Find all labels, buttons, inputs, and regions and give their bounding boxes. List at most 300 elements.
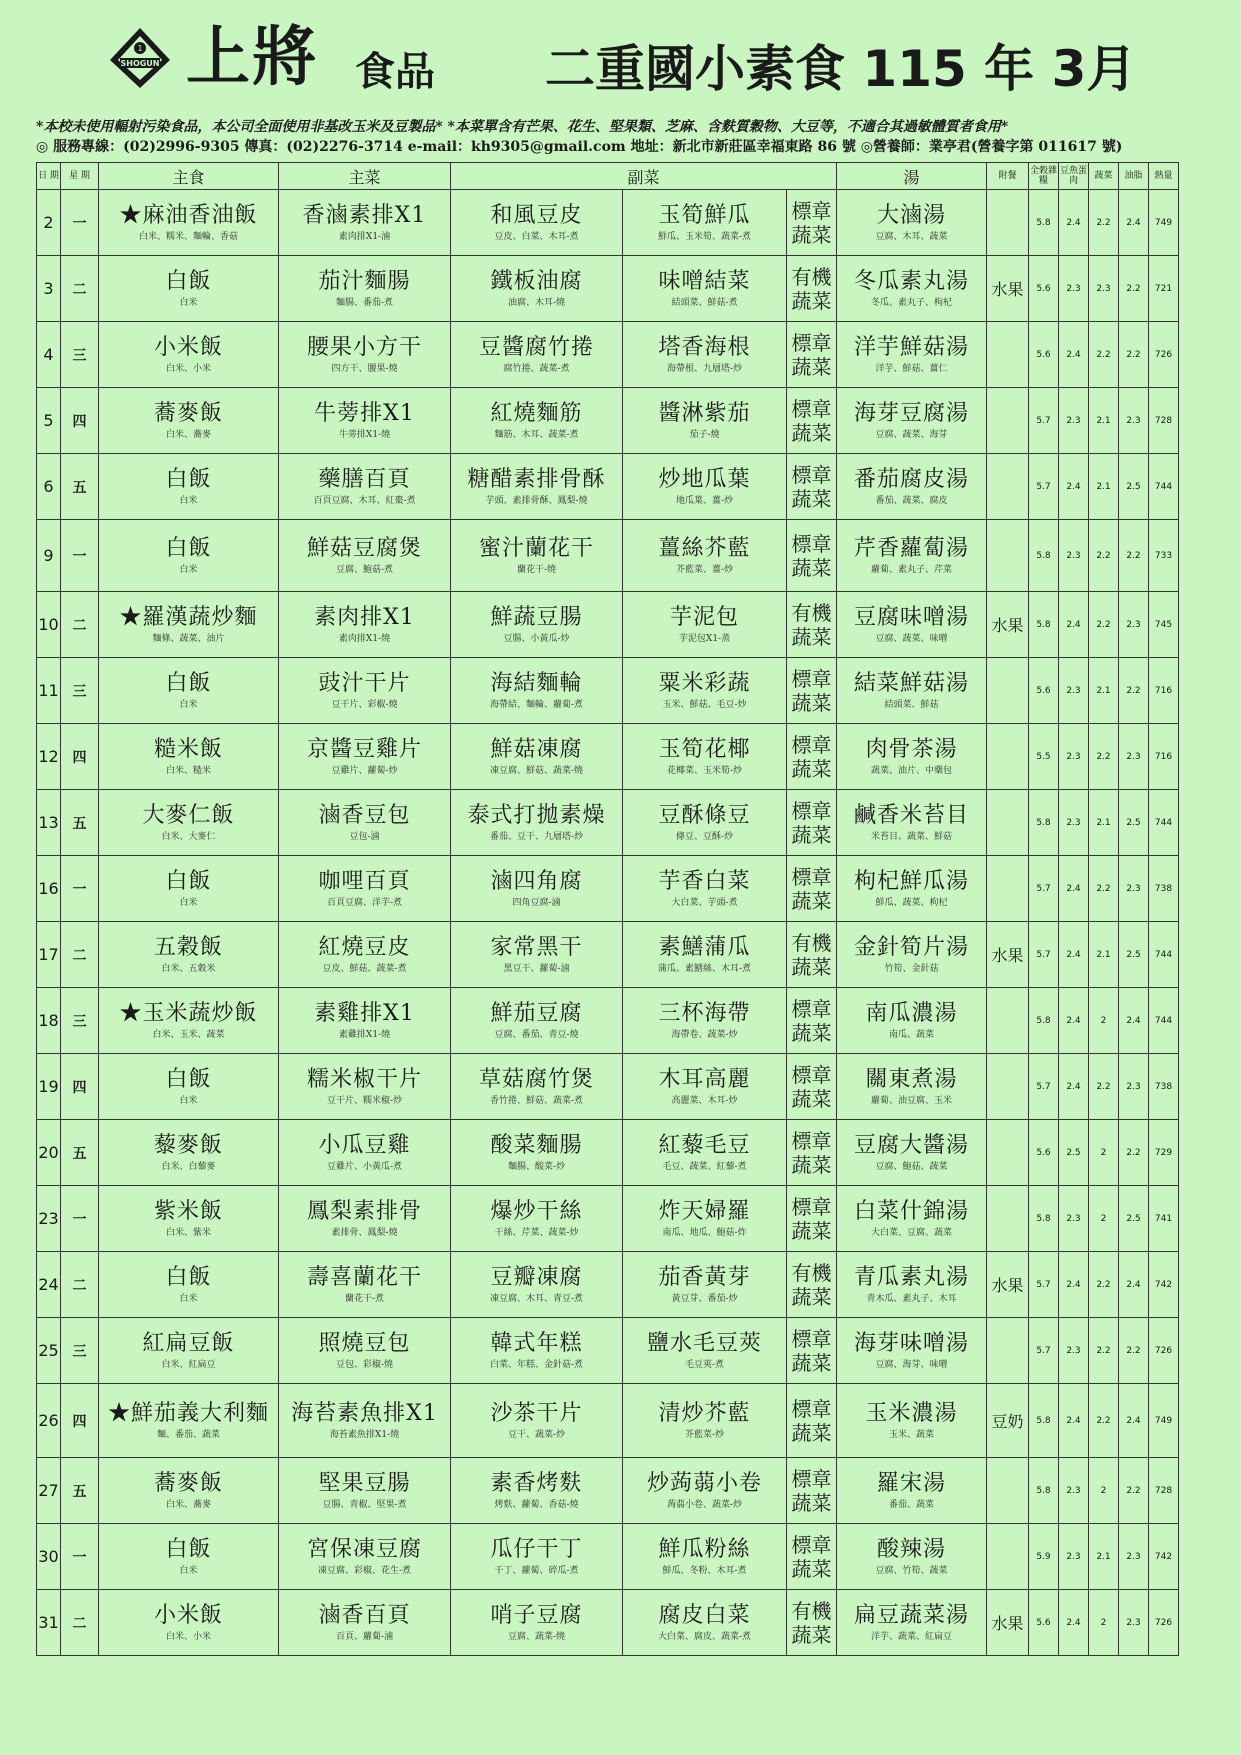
staple-dish: 紅扁豆飯	[142, 1330, 235, 1356]
nutrition-n4	[1119, 322, 1149, 388]
veg-cell	[787, 1318, 837, 1384]
side-dish-1-ingredients: 四角豆腐-滷	[512, 897, 561, 908]
nutrition-n4	[1119, 592, 1149, 658]
header-row	[37, 163, 1179, 190]
date: 10	[38, 615, 59, 634]
main-dish-ingredients: 素肉排X1-滷	[338, 231, 391, 242]
nutrition-kcal	[1149, 256, 1179, 322]
staple-dish: 蕎麥飯	[153, 400, 223, 426]
nutrition-value: 2.2	[1096, 883, 1111, 894]
weekday: 二	[72, 947, 87, 964]
nutrition-n4	[1119, 454, 1149, 520]
side-dish-1: 泰式打拋素燥	[467, 802, 606, 828]
staple-cell	[99, 322, 279, 388]
menu-row	[37, 520, 1179, 592]
side-dish-1-ingredients: 豆腐、蔬菜-燒	[507, 1631, 566, 1642]
soup-dish: 白菜什錦湯	[853, 1198, 969, 1224]
veg-cell	[787, 1524, 837, 1590]
staple-cell	[99, 454, 279, 520]
weekday: 三	[72, 683, 87, 700]
nutrition-n2	[1059, 520, 1089, 592]
side-dish-1: 素香烤麩	[490, 1470, 583, 1496]
side-dish-1: 紅燒麵筋	[490, 400, 583, 426]
extra-cell	[987, 1252, 1029, 1318]
soup-dish: 青瓜素丸湯	[853, 1264, 969, 1290]
side2-cell	[623, 1590, 787, 1656]
main-dish: 照燒豆包	[318, 1330, 411, 1356]
nutrition-value: 2.3	[1126, 1081, 1141, 1092]
soup-dish: 豆腐大醬湯	[853, 1132, 969, 1158]
soup-cell	[837, 724, 987, 790]
menu-row	[37, 658, 1179, 724]
soup-dish-ingredients: 番茄、蔬菜	[888, 1499, 934, 1510]
staple-dish: 白飯	[165, 535, 212, 561]
nutrition-n3	[1089, 322, 1119, 388]
main-dish: 茄汁麵腸	[318, 268, 411, 294]
weekday: 四	[72, 749, 87, 766]
staple-dish-ingredients: 白米	[179, 897, 198, 908]
nutrition-value: 2.2	[1096, 1279, 1111, 1290]
extra-item: 水果	[991, 946, 1024, 965]
nutrition-kcal	[1149, 724, 1179, 790]
nutrition-value: 2.4	[1126, 1015, 1141, 1026]
side-dish-1: 鮮菇凍腐	[490, 736, 583, 762]
side1-cell	[451, 1590, 623, 1656]
soup-dish: 洋芋鮮菇湯	[853, 334, 969, 360]
nutrition-value: 2.4	[1066, 1015, 1081, 1026]
nutrition-value: 745	[1154, 619, 1173, 630]
side-dish-1: 滷四角腐	[490, 868, 583, 894]
nutrition-n4	[1119, 1590, 1149, 1656]
soup-dish: 扁豆蔬菜湯	[853, 1602, 969, 1628]
weekday: 五	[72, 1483, 87, 1500]
nutrition-value: 5.6	[1036, 349, 1051, 360]
side-dish-1: 韓式年糕	[490, 1330, 583, 1356]
soup-dish-ingredients: 大白菜、豆腐、蔬菜	[870, 1227, 952, 1238]
nutrition-n4	[1119, 520, 1149, 592]
nutrition-value: 2.2	[1096, 217, 1111, 228]
main-dish-ingredients: 素排骨、鳳梨-燒	[331, 1227, 398, 1238]
nutrition-n3	[1089, 856, 1119, 922]
nutrition-n4	[1119, 1186, 1149, 1252]
nutrition-n1	[1029, 1590, 1059, 1656]
soup-dish: 羅宋湯	[876, 1470, 946, 1496]
nutrition-n1	[1029, 856, 1059, 922]
nutrition-n1	[1029, 1458, 1059, 1524]
nutrition-n2	[1059, 1318, 1089, 1384]
nutrition-n4	[1119, 790, 1149, 856]
extra-cell	[987, 922, 1029, 988]
menu-row	[37, 256, 1179, 322]
soup-dish: 枸杞鮮瓜湯	[853, 868, 969, 894]
staple-dish: 小米飯	[153, 1602, 223, 1628]
staple-dish: ★羅漢蔬炒麵	[119, 604, 258, 630]
nutrition-value: 741	[1154, 1213, 1173, 1224]
nutrition-value: 2	[1100, 1015, 1107, 1026]
nutrition-value: 2.4	[1066, 1081, 1081, 1092]
nutrition-n4	[1119, 190, 1149, 256]
menu-row	[37, 922, 1179, 988]
side1-cell	[451, 388, 623, 454]
date-cell	[37, 1458, 61, 1524]
main-cell	[279, 724, 451, 790]
veg-cell	[787, 190, 837, 256]
side2-cell	[623, 190, 787, 256]
soup-dish: 海芽豆腐湯	[853, 400, 969, 426]
side2-cell	[623, 724, 787, 790]
nutrition-value: 742	[1154, 1279, 1173, 1290]
weekday: 四	[72, 413, 87, 430]
staple-dish: ★玉米蔬炒飯	[119, 1000, 258, 1026]
staple-cell	[99, 1524, 279, 1590]
main-dish-ingredients: 麵腸、番茄-煮	[335, 297, 394, 308]
nutrition-n1	[1029, 1120, 1059, 1186]
side2-cell	[623, 454, 787, 520]
extra-cell	[987, 388, 1029, 454]
extra-cell	[987, 1524, 1029, 1590]
staple-dish: 糙米飯	[153, 736, 223, 762]
soup-dish-ingredients: 南瓜、蔬菜	[888, 1029, 934, 1040]
main-dish: 海苔素魚排X1	[291, 1400, 438, 1426]
weekday-cell	[61, 658, 99, 724]
nutrition-n2	[1059, 1120, 1089, 1186]
nutrition-value: 5.6	[1036, 1147, 1051, 1158]
nutrition-value: 5.8	[1036, 550, 1051, 561]
extra-cell	[987, 1458, 1029, 1524]
side-dish-1-ingredients: 凍豆腐、木耳、青豆-煮	[489, 1293, 584, 1304]
nutrition-value: 2.3	[1066, 751, 1081, 762]
menu-row	[37, 1590, 1179, 1656]
nutrition-value: 2.1	[1096, 949, 1111, 960]
weekday-cell	[61, 1524, 99, 1590]
extra-cell	[987, 592, 1029, 658]
main-cell	[279, 520, 451, 592]
weekday: 五	[72, 1145, 87, 1162]
soup-dish: 結菜鮮菇湯	[853, 670, 969, 696]
nutrition-kcal	[1149, 592, 1179, 658]
nutrition-value: 2.5	[1126, 817, 1141, 828]
extra-cell	[987, 724, 1029, 790]
menu-row	[37, 1524, 1179, 1590]
nutrition-kcal	[1149, 658, 1179, 724]
side-dish-2: 玉筍鮮瓜	[658, 202, 751, 228]
side-dish-1-ingredients: 番茄、豆干、九層塔-炒	[489, 831, 584, 842]
side1-cell	[451, 856, 623, 922]
nutrition-value: 2.4	[1126, 1279, 1141, 1290]
page-header	[0, 0, 1241, 160]
nutrition-value: 2.4	[1066, 1279, 1081, 1290]
nutrition-value: 5.7	[1036, 415, 1051, 426]
vegetable-label: 有機蔬菜	[791, 600, 832, 649]
staple-dish: 小米飯	[153, 334, 223, 360]
soup-cell	[837, 256, 987, 322]
side1-cell	[451, 724, 623, 790]
soup-cell	[837, 1458, 987, 1524]
weekday: 一	[72, 215, 87, 232]
side-dish-2: 三杯海帶	[658, 1000, 751, 1026]
menu-row	[37, 1458, 1179, 1524]
nutrition-n4	[1119, 1458, 1149, 1524]
col-veg: 蔬菜	[1089, 163, 1119, 190]
nutrition-value: 2.4	[1126, 217, 1141, 228]
side-dish-1-ingredients: 海帶結、麵輪、蘿蔔-煮	[489, 699, 584, 710]
side-dish-1: 瓜仔干丁	[490, 1536, 583, 1562]
nutrition-value: 2.4	[1126, 1415, 1141, 1426]
side-dish-1-ingredients: 芋頭、素排骨酥、鳳梨-燒	[485, 495, 588, 506]
extra-cell	[987, 1318, 1029, 1384]
weekday-cell	[61, 922, 99, 988]
side-dish-2-ingredients: 海帶卷、蔬菜-炒	[671, 1029, 738, 1040]
soup-cell	[837, 454, 987, 520]
staple-cell	[99, 724, 279, 790]
nutrition-n2	[1059, 658, 1089, 724]
main-dish: 咖哩百頁	[318, 868, 411, 894]
nutrition-value: 742	[1154, 1551, 1173, 1562]
nutrition-n3	[1089, 658, 1119, 724]
nutrition-value: 5.7	[1036, 1081, 1051, 1092]
nutrition-n2	[1059, 922, 1089, 988]
soup-dish-ingredients: 玉米、蔬菜	[888, 1429, 934, 1440]
weekday: 二	[72, 1277, 87, 1294]
main-dish-ingredients: 海苔素魚排X1-燒	[329, 1429, 400, 1440]
date: 31	[38, 1613, 59, 1632]
nutrition-n2	[1059, 388, 1089, 454]
nutrition-value: 2.1	[1096, 685, 1111, 696]
nutrition-n1	[1029, 724, 1059, 790]
date: 2	[43, 213, 54, 232]
extra-item: 水果	[991, 1276, 1024, 1295]
date: 12	[38, 747, 59, 766]
side-dish-1: 鮮蔬豆腸	[490, 604, 583, 630]
side-dish-2: 薑絲芥藍	[658, 535, 751, 561]
extra-cell	[987, 1054, 1029, 1120]
nutrition-n2	[1059, 790, 1089, 856]
side-dish-2: 芋香白菜	[658, 868, 751, 894]
nutrition-value: 2.1	[1096, 817, 1111, 828]
nutrition-value: 726	[1154, 349, 1173, 360]
side-dish-2: 木耳高麗	[658, 1066, 751, 1092]
side-dish-2-ingredients: 茄子-燒	[689, 429, 720, 440]
nutrition-value: 2.2	[1096, 1415, 1111, 1426]
weekday-cell	[61, 1186, 99, 1252]
nutrition-value: 2.3	[1126, 1617, 1141, 1628]
col-staple: 主食	[99, 163, 279, 190]
date: 16	[38, 879, 59, 898]
nutrition-value: 2.3	[1066, 1551, 1081, 1562]
side1-cell	[451, 1120, 623, 1186]
main-cell	[279, 388, 451, 454]
nutrition-kcal	[1149, 1120, 1179, 1186]
soup-dish: 芹香蘿蔔湯	[853, 535, 969, 561]
staple-cell	[99, 922, 279, 988]
nutrition-n4	[1119, 1054, 1149, 1120]
nutrition-value: 2.3	[1126, 619, 1141, 630]
extra-item: 水果	[991, 616, 1024, 635]
nutrition-value: 744	[1154, 481, 1173, 492]
nutrition-n3	[1089, 388, 1119, 454]
staple-dish: 紫米飯	[153, 1198, 223, 1224]
soup-cell	[837, 190, 987, 256]
soup-cell	[837, 520, 987, 592]
col-protein: 豆魚蛋肉	[1059, 163, 1089, 190]
vegetable-label: 標章蔬菜	[791, 1062, 832, 1111]
veg-cell	[787, 520, 837, 592]
main-cell	[279, 322, 451, 388]
nutrition-kcal	[1149, 1054, 1179, 1120]
date: 6	[43, 477, 54, 496]
main-dish-ingredients: 豆干片、彩椒-燒	[331, 699, 398, 710]
nutrition-value: 2.1	[1096, 481, 1111, 492]
staple-dish-ingredients: 白米、小米	[165, 363, 211, 374]
side-dish-2: 素鱔蒲瓜	[658, 934, 751, 960]
extra-item: 豆奶	[991, 1412, 1024, 1431]
staple-dish-ingredients: 白米、紫米	[165, 1227, 211, 1238]
weekday-cell	[61, 454, 99, 520]
main-dish-ingredients: 百頁豆腐、木耳、紅棗-煮	[313, 495, 416, 506]
soup-cell	[837, 790, 987, 856]
soup-cell	[837, 1120, 987, 1186]
staple-cell	[99, 1186, 279, 1252]
side1-cell	[451, 988, 623, 1054]
brand-name: 上將	[186, 21, 318, 95]
nutrition-kcal	[1149, 520, 1179, 592]
main-dish: 滷香豆包	[318, 802, 411, 828]
menu-row	[37, 1252, 1179, 1318]
side1-cell	[451, 454, 623, 520]
side1-cell	[451, 1186, 623, 1252]
side1-cell	[451, 790, 623, 856]
side-dish-2: 紅藜毛豆	[658, 1132, 751, 1158]
nutrition-value: 2.2	[1096, 1081, 1111, 1092]
extra-cell	[987, 988, 1029, 1054]
nutrition-n2	[1059, 190, 1089, 256]
nutrition-kcal	[1149, 856, 1179, 922]
nutrition-kcal	[1149, 1524, 1179, 1590]
weekday: 五	[72, 815, 87, 832]
col-kcal: 熱量	[1149, 163, 1179, 190]
shogun-logo	[108, 26, 172, 90]
main-dish-ingredients: 豆腐、鮑菇-煮	[335, 564, 394, 575]
main-dish: 紅燒豆皮	[318, 934, 411, 960]
side-dish-1: 爆炒干絲	[490, 1198, 583, 1224]
nutrition-value: 2.1	[1096, 415, 1111, 426]
weekday: 三	[72, 1343, 87, 1360]
nutrition-value: 2.5	[1126, 1213, 1141, 1224]
weekday-cell	[61, 1054, 99, 1120]
date-cell	[37, 1054, 61, 1120]
main-dish: 豉汁干片	[318, 670, 411, 696]
nutrition-n1	[1029, 256, 1059, 322]
main-cell	[279, 1252, 451, 1318]
col-date: 日 期	[37, 163, 61, 190]
main-cell	[279, 592, 451, 658]
side-dish-2-ingredients: 芥藍菜-炒	[684, 1429, 725, 1440]
nutrition-n1	[1029, 454, 1059, 520]
soup-cell	[837, 592, 987, 658]
staple-cell	[99, 1252, 279, 1318]
nutrition-n1	[1029, 1054, 1059, 1120]
side2-cell	[623, 592, 787, 658]
side-dish-1: 鮮茄豆腐	[490, 1000, 583, 1026]
soup-dish-ingredients: 蔬菜、油片、中藥包	[870, 765, 952, 776]
date-cell	[37, 856, 61, 922]
nutrition-n2	[1059, 1458, 1089, 1524]
staple-cell	[99, 1054, 279, 1120]
nutrition-n1	[1029, 1318, 1059, 1384]
date: 26	[38, 1411, 59, 1430]
weekday: 五	[72, 479, 87, 496]
menu-row	[37, 1318, 1179, 1384]
main-dish-ingredients: 四方干、腰果-燒	[331, 363, 398, 374]
nutrition-value: 728	[1154, 1485, 1173, 1496]
nutrition-value: 2.3	[1066, 1213, 1081, 1224]
side-dish-1: 酸菜麵腸	[490, 1132, 583, 1158]
side-dish-2: 芋泥包	[669, 604, 739, 630]
nutrition-value: 2.4	[1066, 217, 1081, 228]
side2-cell	[623, 856, 787, 922]
nutrition-n4	[1119, 1120, 1149, 1186]
side-dish-1-ingredients: 油腐、木耳-燒	[507, 297, 566, 308]
svg-text:1: 1	[137, 44, 143, 53]
side-dish-2: 粟米彩蔬	[658, 670, 751, 696]
nutrition-n2	[1059, 724, 1089, 790]
side-dish-2: 炒蒟蒻小卷	[646, 1470, 762, 1496]
side-dish-1: 糖醋素排骨酥	[467, 466, 606, 492]
menu-row	[37, 1120, 1179, 1186]
veg-cell	[787, 1186, 837, 1252]
date-cell	[37, 1384, 61, 1458]
nutrition-value: 2	[1100, 1617, 1107, 1628]
nutrition-n2	[1059, 1054, 1089, 1120]
nutrition-n1	[1029, 658, 1059, 724]
side1-cell	[451, 322, 623, 388]
nutrition-value: 2.2	[1096, 550, 1111, 561]
vegetable-label: 標章蔬菜	[791, 798, 832, 847]
veg-cell	[787, 658, 837, 724]
nutrition-n4	[1119, 1252, 1149, 1318]
soup-cell	[837, 1186, 987, 1252]
nutrition-n1	[1029, 1524, 1059, 1590]
nutrition-value: 5.5	[1036, 751, 1051, 762]
staple-cell	[99, 988, 279, 1054]
staple-cell	[99, 1318, 279, 1384]
nutrition-value: 2.2	[1126, 1345, 1141, 1356]
side1-cell	[451, 1252, 623, 1318]
nutrition-n3	[1089, 988, 1119, 1054]
vegetable-label: 有機蔬菜	[791, 264, 832, 313]
nutrition-kcal	[1149, 922, 1179, 988]
side-dish-2-ingredients: 花椰菜、玉米筍-炒	[666, 765, 743, 776]
vegetable-label: 標章蔬菜	[791, 198, 832, 247]
main-dish: 滷香百頁	[318, 1602, 411, 1628]
main-cell	[279, 1384, 451, 1458]
nutrition-n3	[1089, 1252, 1119, 1318]
menu-row	[37, 988, 1179, 1054]
main-cell	[279, 1590, 451, 1656]
nutrition-n2	[1059, 856, 1089, 922]
nutrition-kcal	[1149, 388, 1179, 454]
soup-dish: 關東煮湯	[865, 1066, 958, 1092]
weekday-cell	[61, 1458, 99, 1524]
weekday-cell	[61, 592, 99, 658]
nutrition-value: 5.8	[1036, 217, 1051, 228]
side-dish-2-ingredients: 條豆、豆酥-炒	[675, 831, 734, 842]
side-dish-1: 海結麵輪	[490, 670, 583, 696]
nutrition-value: 2.5	[1066, 1147, 1081, 1158]
date-cell	[37, 988, 61, 1054]
weekday-cell	[61, 1590, 99, 1656]
side-dish-1-ingredients: 豆腸、小黃瓜-炒	[503, 633, 570, 644]
